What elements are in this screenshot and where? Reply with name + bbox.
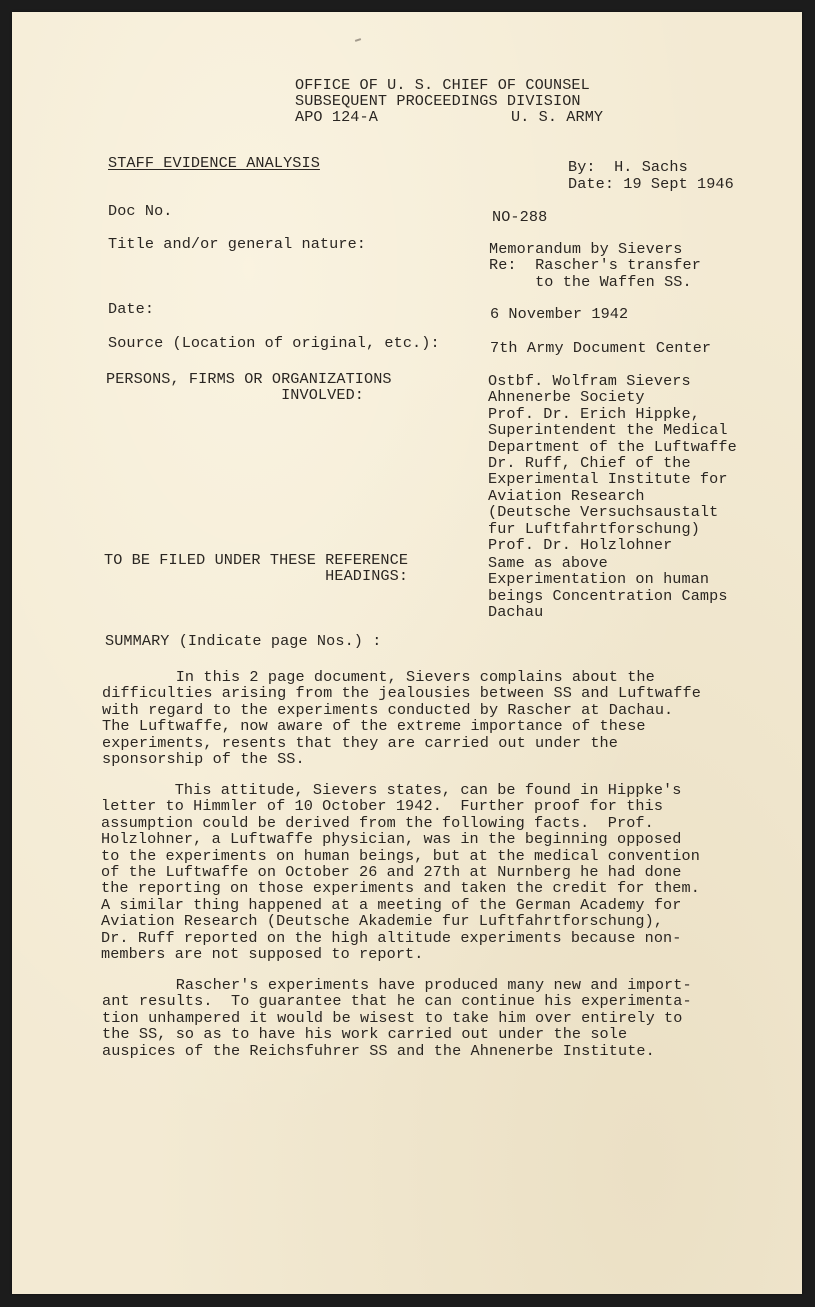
persons-value-line: Superintendent the Medical: [488, 421, 728, 440]
header-division: SUBSEQUENT PROCEEDINGS DIVISION: [295, 92, 581, 110]
source-label: Source (Location of original, etc.):: [108, 334, 440, 352]
summary-line: tion unhampered it would be wisest to take him over entirely to: [102, 1008, 683, 1027]
persons-value-line: (Deutsche Versuchsaustalt: [488, 503, 719, 522]
persons-value-line: fur Luftfahrtforschung): [488, 519, 700, 538]
summary-paragraph-2: [101, 782, 700, 962]
filed-label-line: HEADINGS:: [104, 567, 409, 586]
analysis-title: STAFF EVIDENCE ANALYSIS: [108, 154, 320, 172]
analysis-by: By: H. Sachs: [568, 158, 688, 176]
filed-value: [488, 555, 728, 621]
summary-line: the reporting on those experiments and taken the credit for them.: [101, 879, 700, 898]
summary-label: SUMMARY (Indicate page Nos.) :: [105, 632, 382, 650]
summary-line: sponsorship of the SS.: [102, 750, 305, 769]
summary-line: letter to Himmler of 10 October 1942. Further proof for this: [101, 797, 664, 816]
summary-line: assumption could be derived from the following facts. Prof.: [101, 813, 654, 832]
summary-line: ant results. To guarantee that he can continue his experimenta-: [102, 992, 692, 1011]
persons-label: [106, 371, 392, 404]
summary-line: auspices of the Reichsfuhrer SS and the Ahnenerbe Institute.: [102, 1041, 655, 1060]
persons-value-line: Ostbf. Wolfram Sievers: [488, 372, 691, 390]
paper-mark: [355, 38, 361, 42]
title-value-line: Re: Rascher's transfer: [489, 256, 701, 275]
filed-label: [104, 552, 408, 585]
doc-no-value: NO-288: [492, 208, 548, 226]
summary-line: members are not supposed to report.: [101, 945, 424, 964]
title-value-line: to the Waffen SS.: [489, 272, 692, 291]
summary-line: experiments, resents that they are carried out under the: [102, 733, 618, 752]
persons-label-line: PERSONS, FIRMS OR ORGANIZATIONS: [106, 370, 392, 388]
persons-value-line: Dr. Ruff, Chief of the: [488, 454, 691, 473]
filed-label-line: TO BE FILED UNDER THESE REFERENCE: [104, 551, 409, 569]
persons-value-line: Experimental Institute for: [488, 470, 728, 489]
date-value: 6 November 1942: [490, 305, 629, 323]
title-value: [489, 241, 701, 290]
summary-line: Aviation Research (Deutsche Akademie fur Luftfahrtforschung),: [101, 912, 664, 931]
filed-value-line: Dachau: [488, 603, 544, 622]
persons-value: [488, 373, 737, 553]
filed-value-line: Experimentation on human: [488, 570, 710, 589]
filed-value-line: beings Concentration Camps: [488, 586, 728, 605]
summary-line: to the experiments on human beings, but at the medical convention: [101, 846, 700, 865]
summary-line: the SS, so as to have his work carried out under the sole: [102, 1025, 628, 1044]
doc-no-label: Doc No.: [108, 202, 173, 220]
summary-line: This attitude, Sievers states, can be found in Hippke's: [101, 781, 682, 799]
persons-value-line: Prof. Dr. Erich Hippke,: [488, 404, 700, 423]
summary-line: with regard to the experiments conducted by Rascher at Dachau.: [102, 700, 674, 719]
persons-value-line: Ahnenerbe Society: [488, 388, 645, 407]
summary-paragraph-1: [102, 669, 701, 767]
persons-value-line: Aviation Research: [488, 486, 645, 505]
analysis-date: Date: 19 Sept 1946: [568, 175, 734, 193]
summary-line: difficulties arising from the jealousies between SS and Luftwaffe: [102, 684, 701, 703]
persons-value-line: Prof. Dr. Holzlohner: [488, 536, 673, 555]
header-army: U. S. ARMY: [511, 108, 604, 126]
title-label: Title and/or general nature:: [108, 235, 366, 253]
filed-value-line: Same as above: [488, 554, 608, 572]
summary-line: A similar thing happened at a meeting of the German Academy for: [101, 895, 682, 914]
document-page: [12, 12, 802, 1294]
summary-line: Holzlohner, a Luftwaffe physician, was in the beginning opposed: [101, 830, 682, 849]
date-label: Date:: [108, 300, 155, 318]
persons-value-line: Department of the Luftwaffe: [488, 437, 737, 456]
summary-line: Dr. Ruff reported on the high altitude experiments because non-: [101, 928, 682, 947]
persons-label-line: INVOLVED:: [106, 386, 364, 405]
summary-line: The Luftwaffe, now aware of the extreme importance of these: [102, 717, 646, 736]
source-value: 7th Army Document Center: [490, 339, 712, 357]
summary-line: In this 2 page document, Sievers complains about the: [102, 668, 655, 686]
summary-paragraph-3: [102, 977, 692, 1059]
summary-line: Rascher's experiments have produced many new and import-: [102, 976, 692, 994]
header-apo: APO 124-A: [295, 108, 378, 126]
title-value-line: Memorandum by Sievers: [489, 240, 683, 258]
header-office: OFFICE OF U. S. CHIEF OF COUNSEL: [295, 76, 590, 94]
summary-line: of the Luftwaffe on October 26 and 27th at Nurnberg he had done: [101, 863, 682, 882]
